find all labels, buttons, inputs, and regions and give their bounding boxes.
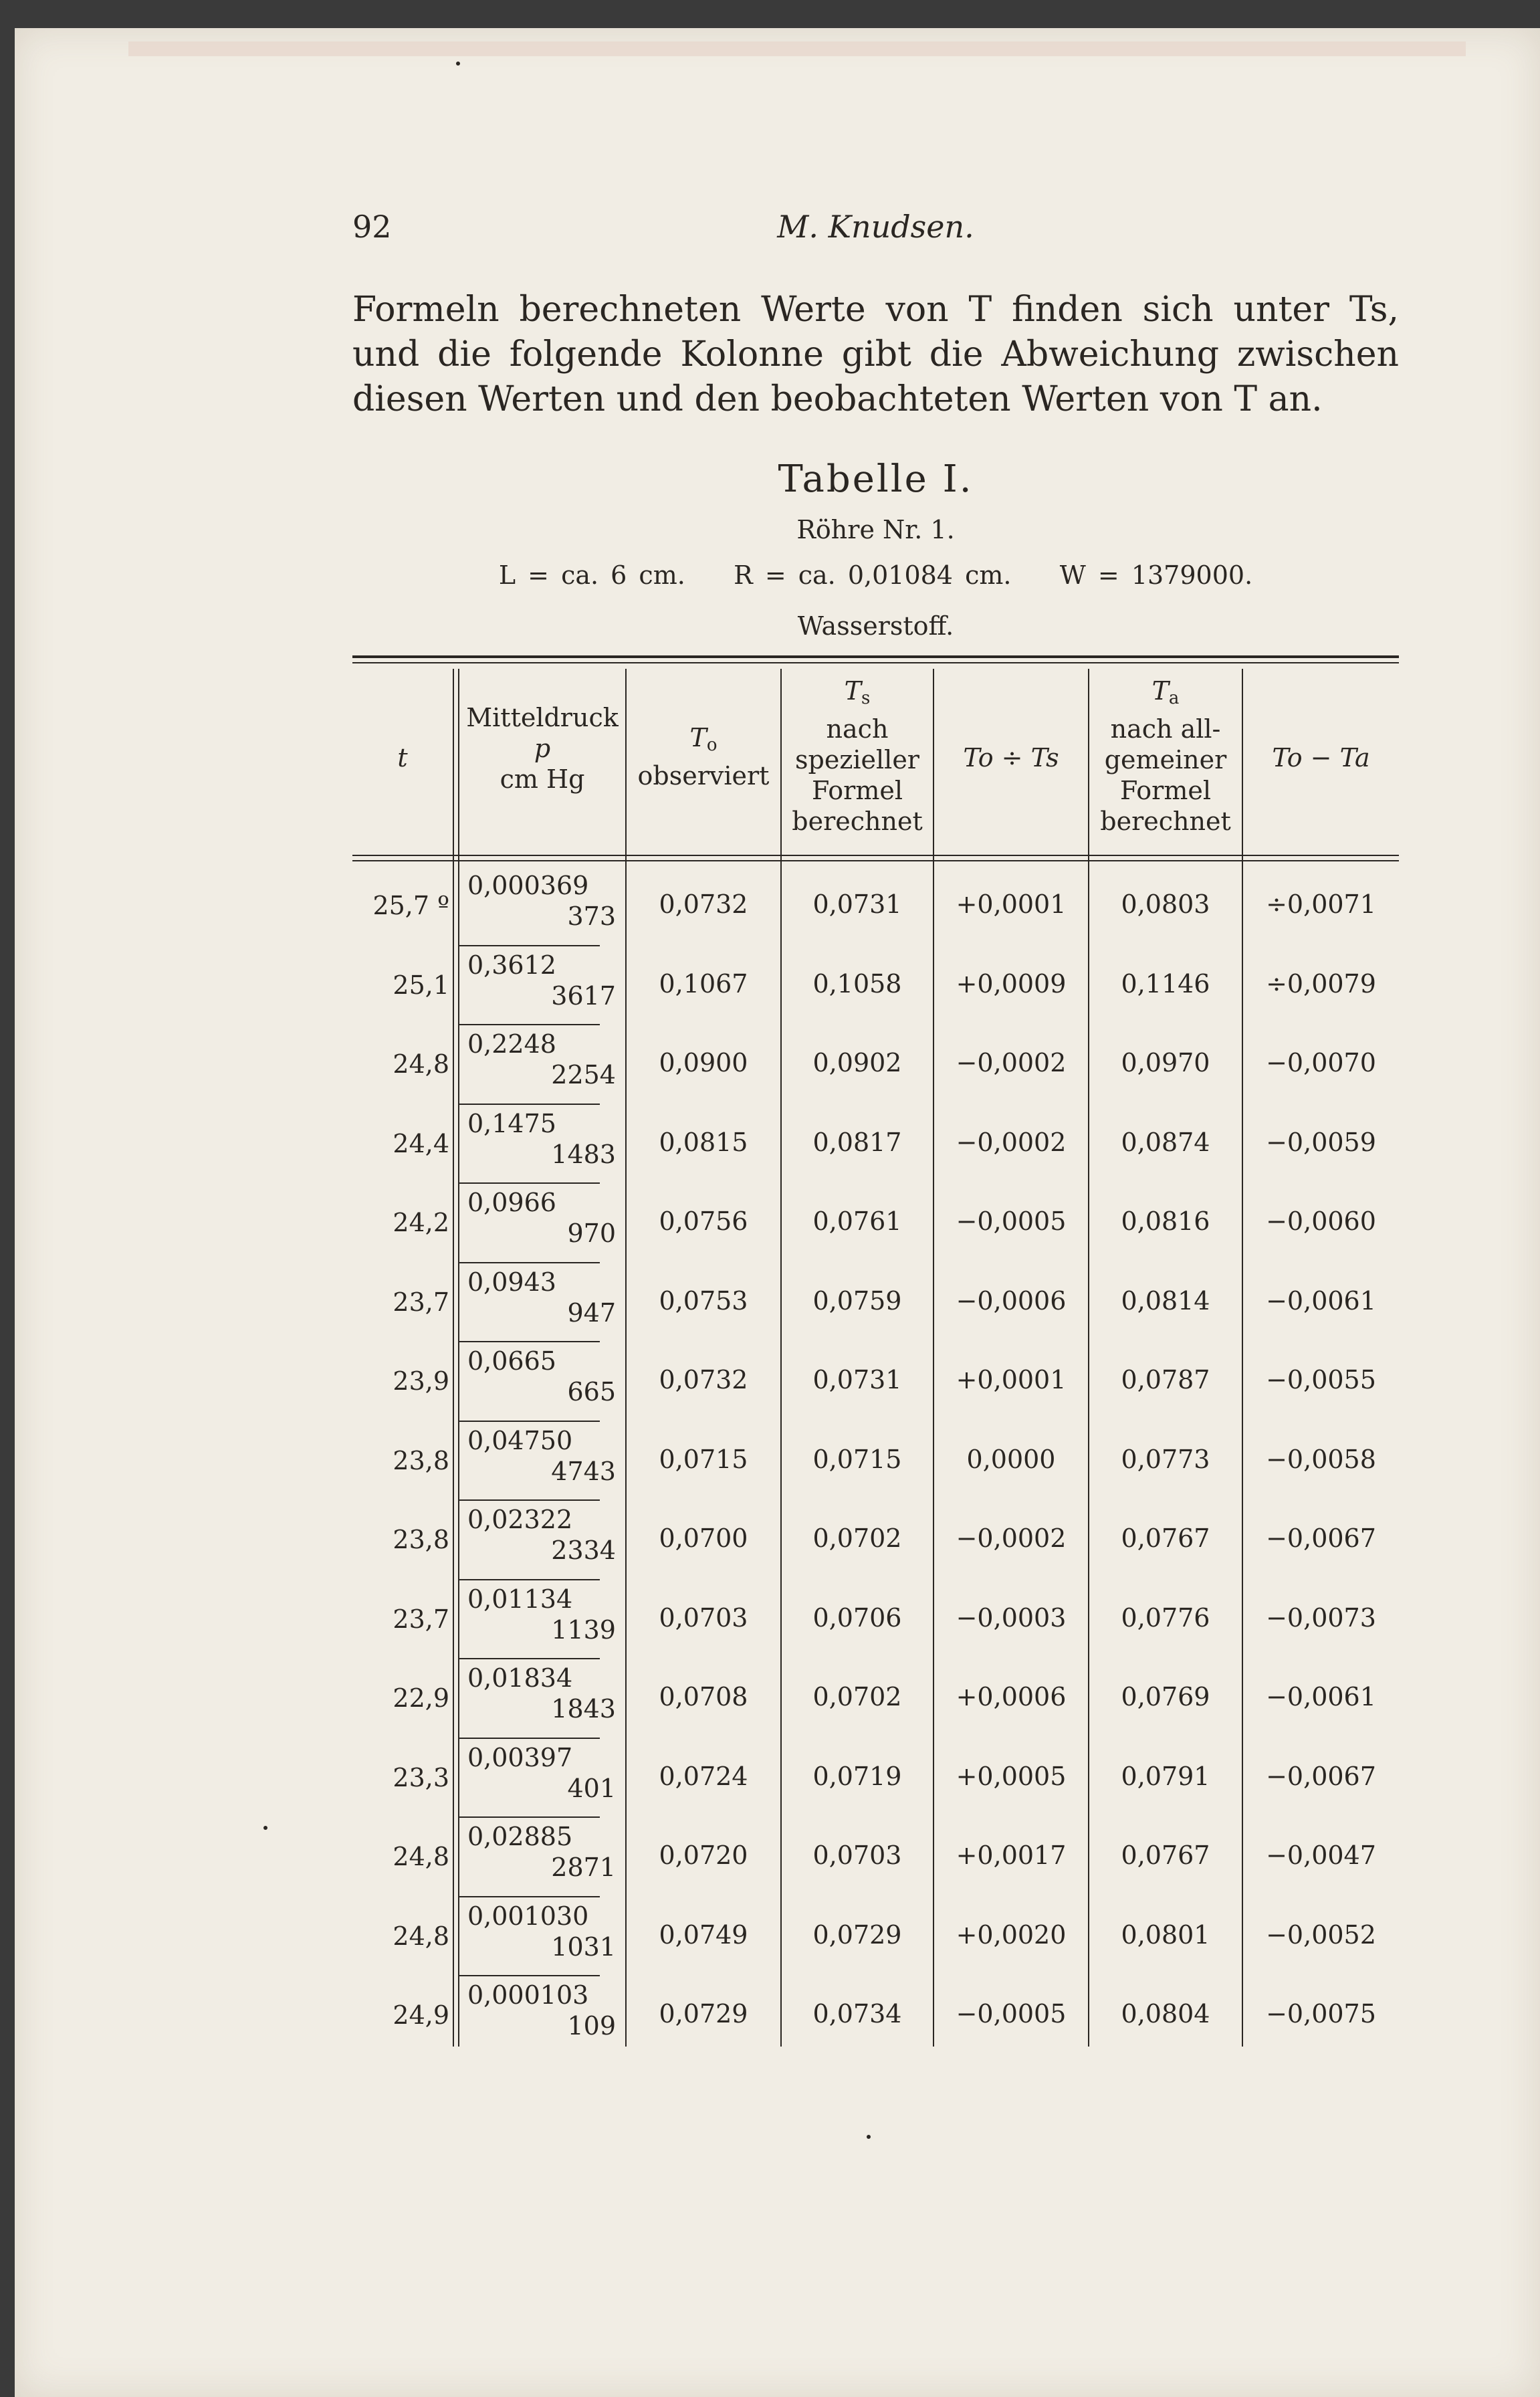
- header-pressure-line3: cm Hg: [500, 764, 585, 794]
- cell-pressure-1: 0,2248: [467, 1029, 556, 1059]
- cell-pressure-1: 0,02885: [467, 1822, 573, 1851]
- cell-d2: −0,0075: [1266, 1999, 1376, 2028]
- cell-ts: 0,0731: [812, 1365, 902, 1394]
- cell-ts: 0,0703: [812, 1841, 902, 1870]
- cell-d1: +0,0009: [956, 968, 1067, 999]
- cell-d1: −0,0005: [956, 1999, 1067, 2028]
- header-ts-line4: Formel: [811, 776, 903, 805]
- cell-d1: +0,0001: [956, 1365, 1067, 1394]
- cell-to: 0,0720: [659, 1841, 748, 1870]
- cell-d2: −0,0052: [1266, 1919, 1376, 1950]
- cell-d2: −0,0070: [1266, 1048, 1376, 1077]
- pressure-separator: [459, 1499, 600, 1501]
- cell-ta: 0,0776: [1121, 1602, 1210, 1633]
- header-pressure: [459, 702, 625, 795]
- cell-pressure-1: 0,0665: [467, 1346, 556, 1376]
- cell-t: 23,9: [393, 1366, 449, 1396]
- cell-pressure-2: 1843: [551, 1694, 616, 1724]
- header-pressure-line1: Mitteldruck: [466, 703, 619, 732]
- cell-d1: +0,0001: [956, 890, 1067, 919]
- cell-d1: +0,0017: [956, 1841, 1067, 1870]
- cell-d2: −0,0061: [1266, 1285, 1376, 1316]
- table-top-rule-thin: [352, 662, 1399, 663]
- cell-ts: 0,0706: [812, 1602, 902, 1633]
- pressure-separator: [459, 1182, 600, 1184]
- header-t: [352, 742, 453, 773]
- cell-d1: +0,0005: [956, 1761, 1067, 1791]
- cell-d2: −0,0067: [1266, 1761, 1376, 1791]
- page-top-edge: [128, 41, 1466, 56]
- cell-d1: +0,0020: [956, 1919, 1067, 1950]
- header-ta-sub: a: [1168, 688, 1180, 708]
- cell-ts: 0,0759: [812, 1285, 902, 1316]
- header-diff-s-label: To ÷ Ts: [963, 743, 1059, 772]
- cell-d2: −0,0055: [1266, 1365, 1376, 1394]
- pressure-separator: [459, 1262, 600, 1263]
- cell-ts: 0,0817: [812, 1127, 902, 1157]
- cell-pressure-1: 0,001030: [467, 1901, 589, 1931]
- cell-t: 23,8: [393, 1445, 449, 1475]
- speck: [263, 1826, 267, 1830]
- cell-d2: −0,0073: [1266, 1602, 1376, 1633]
- data-table: [352, 655, 1399, 2060]
- cell-to: 0,0724: [659, 1761, 748, 1791]
- cell-d2: ÷0,0071: [1266, 890, 1376, 919]
- cell-to: 0,0753: [659, 1285, 748, 1316]
- cell-ta: 0,0803: [1121, 890, 1210, 919]
- cell-t: 24,8: [393, 1842, 449, 1871]
- pressure-separator: [459, 1341, 600, 1342]
- cell-ta: 0,0814: [1121, 1285, 1210, 1316]
- column-rule: [453, 669, 454, 2047]
- cell-ta: 0,0787: [1121, 1365, 1210, 1394]
- cell-pressure-2: 109: [567, 2011, 616, 2041]
- header-ta-main: T: [1151, 676, 1169, 706]
- header-ts: [782, 675, 933, 837]
- cell-d2: ÷0,0079: [1266, 968, 1376, 999]
- cell-ta: 0,1146: [1121, 968, 1210, 999]
- header-to-sub: o: [706, 735, 718, 755]
- cell-to: 0,0749: [659, 1919, 748, 1950]
- column-rule: [625, 669, 627, 2047]
- cell-to: 0,0756: [659, 1207, 748, 1236]
- cell-to: 0,0732: [659, 1365, 748, 1394]
- cell-d2: −0,0058: [1266, 1444, 1376, 1474]
- cell-pressure-1: 0,04750: [467, 1425, 573, 1455]
- cell-pressure-2: 1483: [551, 1139, 616, 1169]
- pressure-separator: [459, 1579, 600, 1580]
- cell-ta: 0,0874: [1121, 1127, 1210, 1157]
- intro-text: Formeln berechneten Werte von T finden sich unter Ts, und die folgende Kolonne gibt die Abweichung zwischen diesen Werten und den beobachteten Werten von T an.: [352, 290, 1399, 419]
- cell-ts: 0,0702: [812, 1524, 902, 1553]
- pressure-separator: [459, 1738, 600, 1739]
- cell-t: 24,9: [393, 2000, 449, 2030]
- header-ta-line5: berechnet: [1100, 807, 1231, 836]
- header-to-symbol: [627, 722, 780, 760]
- cell-d1: −0,0005: [956, 1207, 1067, 1236]
- cell-to: 0,0732: [659, 890, 748, 919]
- header-ta: [1089, 675, 1242, 837]
- cell-ts: 0,1058: [812, 968, 902, 999]
- cell-pressure-2: 2254: [551, 1060, 616, 1089]
- page-number: 92: [352, 209, 392, 245]
- cell-d1: −0,0003: [956, 1602, 1067, 1633]
- cell-ts: 0,0715: [812, 1444, 902, 1474]
- cell-ts: 0,0729: [812, 1919, 902, 1950]
- header-to: [627, 722, 780, 791]
- cell-pressure-2: 1031: [551, 1932, 616, 1962]
- cell-ta: 0,0804: [1121, 1999, 1210, 2028]
- cell-pressure-2: 2871: [551, 1853, 616, 1882]
- cell-d2: −0,0060: [1266, 1207, 1376, 1236]
- header-ta-line2: nach all-: [1110, 714, 1221, 744]
- cell-to: 0,0715: [659, 1444, 748, 1474]
- table-parameters: L = ca. 6 cm. R = ca. 0,01084 cm. W = 1379000.: [498, 560, 1253, 590]
- cell-d1: −0,0002: [956, 1127, 1067, 1157]
- cell-t: 24,2: [393, 1208, 449, 1237]
- cell-ts: 0,0902: [812, 1048, 902, 1077]
- cell-pressure-2: 4743: [551, 1456, 616, 1486]
- cell-d1: 0,0000: [966, 1444, 1056, 1474]
- cell-t: 23,7: [393, 1604, 449, 1634]
- header-to-line2: observiert: [637, 761, 770, 791]
- cell-ts: 0,0761: [812, 1207, 902, 1236]
- cell-pressure-2: 3617: [551, 980, 616, 1011]
- cell-ta: 0,0801: [1121, 1919, 1210, 1950]
- header-ts-line3: spezieller: [795, 745, 919, 774]
- cell-ta: 0,0767: [1121, 1524, 1210, 1553]
- cell-to: 0,0815: [659, 1127, 748, 1157]
- column-rule: [780, 669, 782, 2047]
- table-top-rule: [352, 655, 1399, 658]
- cell-ta: 0,0816: [1121, 1207, 1210, 1236]
- header-ts-line5: berechnet: [792, 807, 923, 836]
- cell-ts: 0,0734: [812, 1999, 902, 2028]
- cell-t: 23,8: [393, 1525, 449, 1554]
- header-ts-sub: s: [861, 688, 871, 708]
- cell-pressure-2: 373: [567, 902, 616, 931]
- column-rule: [933, 669, 934, 2047]
- cell-d1: −0,0006: [956, 1285, 1067, 1316]
- table-gas: Wasserstoff.: [797, 611, 954, 641]
- column-rule: [1242, 669, 1243, 2047]
- header-ta-symbol: [1089, 675, 1242, 714]
- cell-to: 0,0900: [659, 1048, 748, 1077]
- cell-d1: −0,0002: [956, 1524, 1067, 1553]
- cell-pressure-1: 0,00397: [467, 1742, 573, 1772]
- cell-to: 0,0703: [659, 1602, 748, 1633]
- header-diff-a-label: To − Ta: [1272, 743, 1370, 772]
- cell-d2: −0,0047: [1266, 1841, 1376, 1870]
- cell-ta: 0,0767: [1121, 1841, 1210, 1870]
- cell-d1: +0,0006: [956, 1682, 1067, 1711]
- pressure-separator: [459, 1421, 600, 1422]
- cell-pressure-1: 0,0966: [467, 1188, 556, 1217]
- cell-t: 24,4: [393, 1128, 449, 1158]
- cell-d1: −0,0002: [956, 1048, 1067, 1077]
- header-diff-s: [934, 742, 1088, 773]
- header-ts-symbol: [782, 675, 933, 714]
- cell-t: 25,7 º: [372, 891, 449, 920]
- cell-to: 0,0700: [659, 1524, 748, 1553]
- header-ta-line4: Formel: [1119, 776, 1211, 805]
- cell-t: 23,3: [393, 1762, 449, 1792]
- cell-pressure-1: 0,3612: [467, 950, 556, 980]
- header-ta-line3: gemeiner: [1104, 745, 1227, 774]
- cell-pressure-1: 0,000369: [467, 871, 589, 900]
- header-to-main: T: [689, 723, 707, 752]
- pressure-separator: [459, 1658, 600, 1659]
- cell-t: 25,1: [393, 970, 449, 1000]
- header-t-label: t: [397, 743, 408, 772]
- pressure-separator: [459, 1975, 600, 1976]
- cell-pressure-2: 970: [567, 1219, 616, 1248]
- cell-pressure-2: 665: [567, 1377, 616, 1406]
- cell-pressure-1: 0,01134: [467, 1584, 573, 1614]
- pressure-separator: [459, 945, 600, 946]
- header-ts-main: T: [844, 676, 861, 706]
- cell-pressure-1: 0,0943: [467, 1267, 556, 1297]
- book-page: [15, 28, 1540, 2397]
- cell-t: 23,7: [393, 1287, 449, 1317]
- cell-pressure-1: 0,02322: [467, 1505, 573, 1534]
- cell-ts: 0,0702: [812, 1682, 902, 1711]
- pressure-separator: [459, 1896, 600, 1897]
- intro-paragraph: [352, 288, 1399, 422]
- cell-ta: 0,0773: [1121, 1444, 1210, 1474]
- column-rule: [458, 669, 459, 2047]
- cell-pressure-1: 0,01834: [467, 1663, 573, 1693]
- cell-ta: 0,0970: [1121, 1048, 1210, 1077]
- table-title: Tabelle I.: [778, 457, 974, 501]
- cell-pressure-2: 1139: [551, 1614, 616, 1645]
- header-pressure-line2: [459, 733, 625, 764]
- running-header: [352, 209, 1399, 255]
- cell-pressure-2: 2334: [551, 1536, 616, 1565]
- cell-d2: −0,0059: [1266, 1127, 1376, 1157]
- pressure-separator: [459, 1104, 600, 1105]
- cell-pressure-1: 0,1475: [467, 1108, 556, 1138]
- cell-ts: 0,0719: [812, 1761, 902, 1791]
- cell-pressure-2: 401: [567, 1773, 616, 1803]
- header-pressure-symbol: p: [534, 734, 551, 763]
- cell-to: 0,1067: [659, 968, 748, 999]
- cell-t: 22,9: [393, 1683, 449, 1713]
- cell-t: 24,8: [393, 1049, 449, 1079]
- cell-d2: −0,0067: [1266, 1524, 1376, 1553]
- cell-ts: 0,0731: [812, 890, 902, 919]
- header-diff-a: [1243, 742, 1399, 773]
- cell-ta: 0,0769: [1121, 1682, 1210, 1711]
- cell-ta: 0,0791: [1121, 1761, 1210, 1791]
- speck: [456, 62, 460, 66]
- cell-t: 24,8: [393, 1921, 449, 1951]
- speck: [867, 2135, 871, 2139]
- column-rule: [1088, 669, 1089, 2047]
- cell-to: 0,0729: [659, 1999, 748, 2028]
- cell-d2: −0,0061: [1266, 1682, 1376, 1711]
- pressure-separator: [459, 1816, 600, 1818]
- running-head-author: M. Knudsen.: [777, 209, 974, 245]
- table-subtitle: Röhre Nr. 1.: [796, 515, 955, 544]
- cell-to: 0,0708: [659, 1682, 748, 1711]
- cell-pressure-1: 0,000103: [467, 1980, 589, 2010]
- cell-pressure-2: 947: [567, 1297, 616, 1328]
- header-ts-line2: nach: [826, 714, 889, 744]
- pressure-separator: [459, 1024, 600, 1025]
